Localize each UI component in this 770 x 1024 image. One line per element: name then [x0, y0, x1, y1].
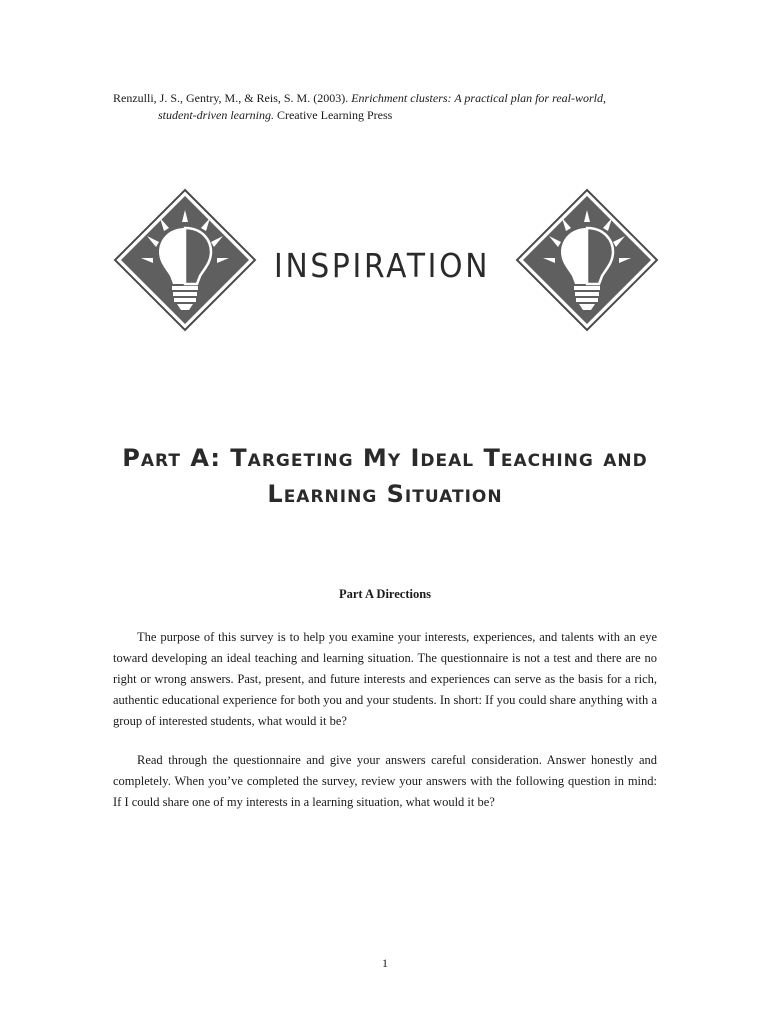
citation-authors: Renzulli, J. S., Gentry, M., & Reis, S. M. (2003). — [113, 91, 352, 105]
lightbulb-diamond-icon — [515, 188, 659, 332]
citation-publisher: Creative Learning Press — [273, 108, 393, 122]
part-heading-line2: Learning Situation — [267, 480, 503, 508]
part-heading-line1: Part A: Targeting My Ideal Teaching and — [122, 444, 648, 472]
page-number: 1 — [382, 956, 388, 970]
directions-paragraph-1: The purpose of this survey is to help you examine your interests, experiences, and talents with an eye toward developing an ideal teaching and learning situation. The questionnaire is not a test and there are no right or wrong answers. Past, present, and future interests and experiences can serve as the basis for a rich, authentic educational experience for both you and your students. In short: If you could share anything with a group of interested students, what would it be? — [113, 630, 657, 728]
citation-title-part1: Enrichment clusters: A practical plan for real-world, — [351, 91, 606, 105]
inspiration-title: INSPIRATION — [274, 246, 491, 285]
part-heading — [85, 440, 685, 512]
lightbulb-diamond-icon — [113, 188, 257, 332]
directions-heading: Part A Directions — [338, 587, 432, 601]
directions-paragraph-2: Read through the questionnaire and give your answers careful consideration. Answer honestly and completely. When you’ve completed the survey, review your answers with the following question in mind: If I could share one of my interests in a learning situation, what would it be? — [113, 753, 657, 809]
citation — [113, 90, 673, 124]
citation-title-part2: student-driven learning. — [158, 108, 274, 122]
